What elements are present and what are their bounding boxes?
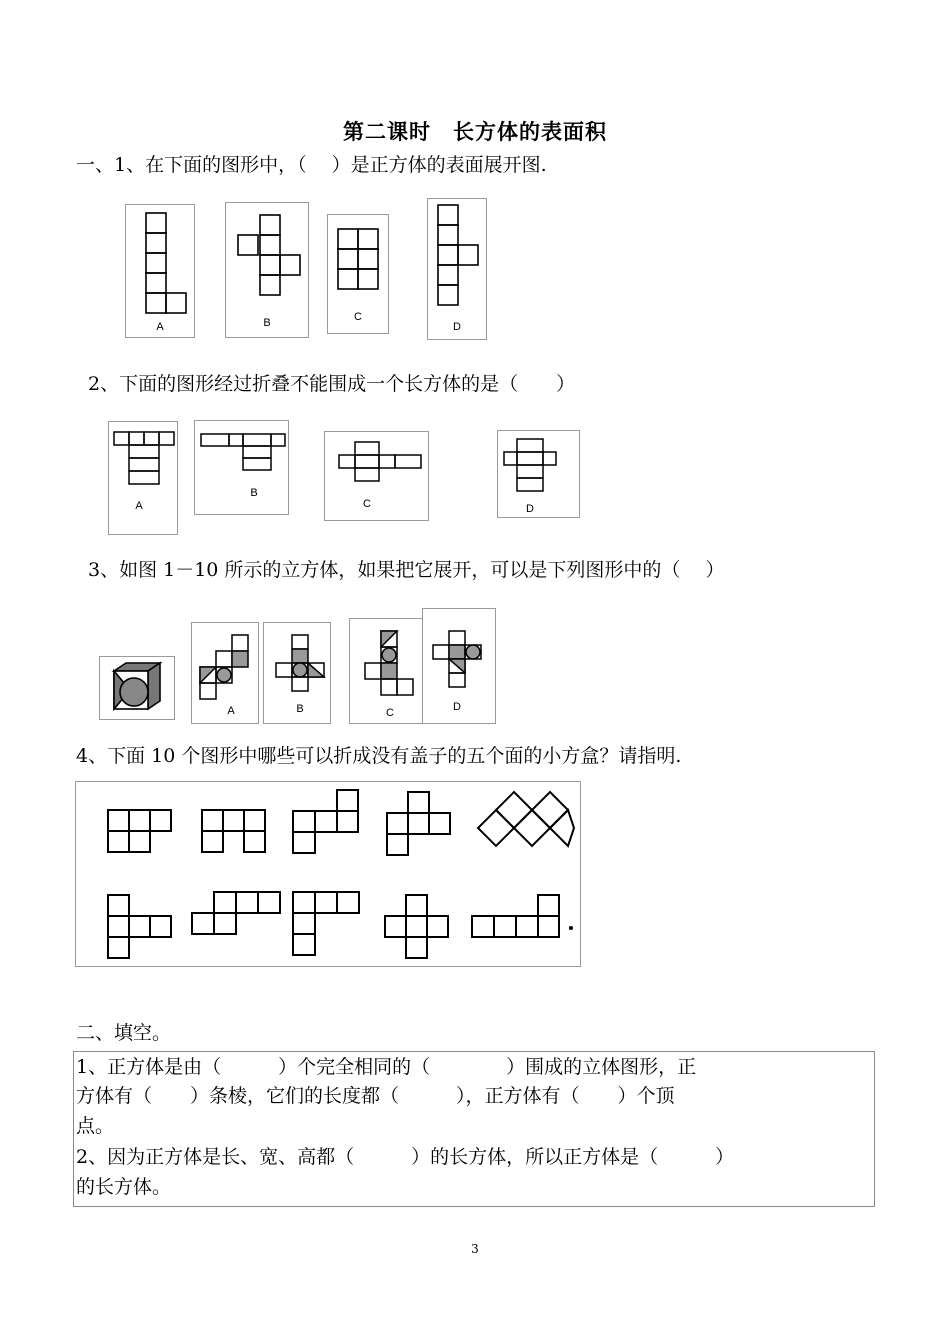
section-2-heading: 二、填空。 (76, 1022, 172, 1044)
q3-net-b (263, 622, 331, 724)
q4-net-9 (385, 895, 448, 958)
q4-net-3 (293, 790, 358, 853)
question-2: 2、下面的图形经过折叠不能围成一个长方体的是（ ） (88, 373, 576, 395)
question-3: 3、如图 1－10 所示的立方体，如果把它展开，可以是下列图形中的（ ） (88, 559, 725, 581)
q3-net-d (422, 608, 496, 724)
q1-net-b (225, 202, 309, 338)
q4-net-1 (108, 810, 171, 852)
q2-label-d: D (526, 503, 534, 515)
q1-label-d: D (453, 321, 461, 333)
q2-net-c (324, 431, 429, 521)
q3-label-b: B (296, 703, 304, 715)
q4-net-5 (478, 792, 574, 846)
q2-net-a (108, 421, 178, 535)
q4-net-10 (472, 895, 559, 937)
q4-net-8 (293, 892, 359, 955)
q3-label-c: C (386, 707, 394, 719)
q4-net-6 (108, 895, 171, 958)
q4-nets-panel (75, 781, 581, 967)
question-4: 4、下面 10 个图形中哪些可以折成没有盖子的五个面的小方盒？请指明. (76, 745, 682, 767)
q1-label-a: A (156, 321, 164, 333)
question-1: 一、1、在下面的图形中，（ ）是正方体的表面展开图. (76, 154, 547, 176)
fill-line-1: 1、正方体是由（ ）个完全相同的（ ）围成的立体图形，正 (76, 1056, 697, 1078)
q1-label-b: B (263, 317, 271, 329)
q3-cube-figure (99, 656, 175, 720)
q3-net-a (191, 622, 259, 724)
q3-label-a: A (227, 705, 235, 717)
q2-net-d (497, 430, 580, 518)
q1-net-a (125, 204, 195, 338)
q4-net-2 (202, 810, 265, 852)
fill-line-5: 的长方体。 (76, 1176, 172, 1198)
q3-label-d: D (453, 701, 461, 713)
q2-label-c: C (363, 498, 371, 510)
fill-line-2: 方体有（ ）条棱，它们的长度都（ ），正方体有（ ）个顶 (76, 1085, 675, 1107)
q1-label-c: C (354, 311, 362, 323)
fill-line-3: 点。 (76, 1115, 115, 1137)
fill-line-4: 2、因为正方体是长、宽、高都（ ）的长方体，所以正方体是（ ） (76, 1146, 735, 1168)
q2-label-b: B (250, 487, 258, 499)
q4-net-4 (387, 792, 450, 855)
q2-label-a: A (135, 500, 143, 512)
fill-in-box (73, 1051, 875, 1207)
q1-net-c (327, 214, 389, 334)
q4-net-7 (192, 892, 280, 934)
q1-net-d (427, 198, 487, 340)
page-title: 第二课时 长方体的表面积 (343, 120, 607, 144)
page-number: 3 (471, 1242, 479, 1256)
q2-net-b (194, 420, 289, 515)
q3-net-c (349, 618, 423, 724)
